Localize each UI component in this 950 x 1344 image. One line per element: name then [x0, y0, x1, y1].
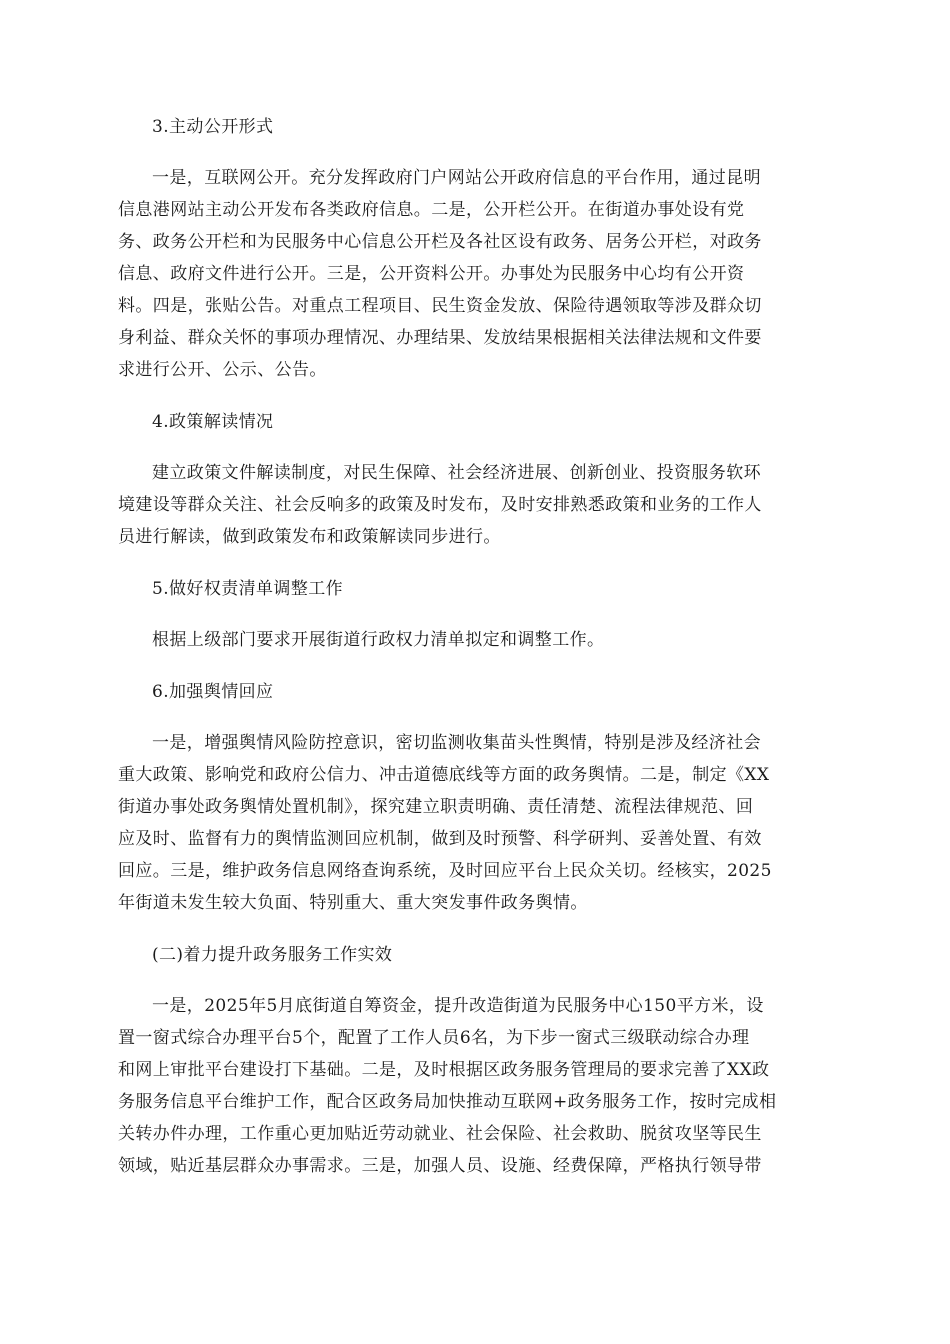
paragraph-line: 境建设等群众关注、社会反响多的政策及时发布，及时安排熟悉政策和业务的工作人	[118, 495, 762, 515]
paragraph-line: 员进行解读，做到政策发布和政策解读同步进行。	[118, 527, 501, 547]
paragraph-line: 信息、政府文件进行公开。三是，公开资料公开。办事处为民服务中心均有公开资	[118, 264, 745, 284]
paragraph-line: 务、政务公开栏和为民服务中心信息公开栏及各社区设有政务、居务公开栏，对政务	[118, 232, 762, 252]
paragraph-line: 领域，贴近基层群众办事需求。三是，加强人员、设施、经费保障，严格执行领导带	[118, 1156, 762, 1176]
paragraph-line: 务服务信息平台维护工作，配合区政务局加快推动互联网+政务服务工作，按时完成相	[118, 1092, 777, 1112]
paragraph-line: 一是，2025年5月底街道自筹资金，提升改造街道为民服务中心150平方米，设	[152, 996, 764, 1016]
section-heading: 6.加强舆情回应	[152, 682, 274, 702]
paragraph-line: 重大政策、影响党和政府公信力、冲击道德底线等方面的政务舆情。二是，制定《XX	[118, 765, 770, 785]
paragraph-line: 应及时、监督有力的舆情监测回应机制，做到及时预警、科学研判、妥善处置、有效	[118, 829, 762, 849]
paragraph-line: 求进行公开、公示、公告。	[118, 360, 327, 380]
paragraph	[118, 990, 834, 1182]
paragraph-line: 料。四是，张贴公告。对重点工程项目、民生资金发放、保险待遇领取等涉及群众切	[118, 296, 762, 316]
paragraph-line: 根据上级部门要求开展街道行政权力清单拟定和调整工作。	[152, 630, 605, 650]
paragraph-line: 一是，增强舆情风险防控意识，密切监测收集苗头性舆情，特别是涉及经济社会	[152, 733, 761, 753]
paragraph-line: 置一窗式综合办理平台5个，配置了工作人员6名，为下步一窗式三级联动综合办理	[118, 1028, 750, 1048]
paragraph-line: 信息港网站主动公开发布各类政府信息。二是，公开栏公开。在街道办事处设有党	[118, 200, 745, 220]
paragraph	[118, 457, 834, 553]
paragraph-line: 一是，互联网公开。充分发挥政府门户网站公开政府信息的平台作用，通过昆明	[152, 168, 761, 188]
paragraph	[118, 624, 834, 656]
paragraph-line: 年街道未发生较大负面、特别重大、重大突发事件政务舆情。	[118, 893, 588, 913]
paragraph-line: 回应。三是，维护政务信息网络查询系统，及时回应平台上民众关切。经核实，2025	[118, 861, 772, 881]
section-heading: 3.主动公开形式	[152, 117, 274, 137]
paragraph-line: 建立政策文件解读制度，对民生保障、社会经济进展、创新创业、投资服务软环	[152, 463, 761, 483]
paragraph-line: 和网上审批平台建设打下基础。二是，及时根据区政务服务管理局的要求完善了XX政	[118, 1060, 770, 1080]
paragraph	[118, 727, 834, 919]
section-heading: 4.政策解读情况	[152, 412, 274, 432]
paragraph-line: 关转办件办理，工作重心更加贴近劳动就业、社会保险、社会救助、脱贫攻坚等民生	[118, 1124, 762, 1144]
section-heading: (二)着力提升政务服务工作实效	[152, 945, 393, 965]
section-heading: 5.做好权责清单调整工作	[152, 579, 344, 599]
paragraph-line: 身利益、群众关怀的事项办理情况、办理结果、发放结果根据相关法律法规和文件要	[118, 328, 762, 348]
document-page	[118, 110, 834, 1201]
paragraph-line: 街道办事处政务舆情处置机制》，探究建立职责明确、责任清楚、流程法律规范、回	[118, 797, 754, 817]
paragraph	[118, 162, 834, 386]
